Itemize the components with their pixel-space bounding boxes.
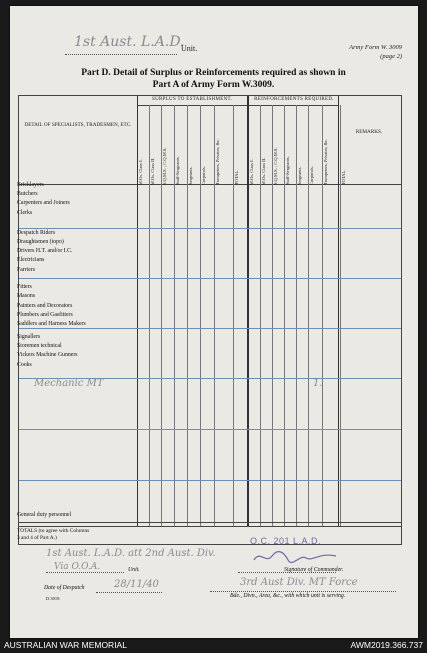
section-rule-6	[19, 480, 401, 481]
surplus-column-header: W.Os. Class I.	[138, 159, 143, 185]
footer-unit-line	[46, 572, 124, 573]
unit-dotted-line	[65, 54, 177, 55]
surplus-column-header: Corporals.	[201, 166, 206, 185]
trade-label: Saddlers and Harness Makers	[17, 321, 86, 327]
trade-label: Electricians	[17, 257, 45, 263]
formation-label: Bde., Divn., Area, &c., with which unit is serving.	[230, 593, 346, 599]
trade-label: Masons	[17, 293, 36, 299]
trade-label: Cooks	[17, 362, 32, 368]
commander-label: Signature of Commander.	[284, 567, 344, 573]
reinforcements-column-header: Corporals.	[309, 166, 314, 185]
unit-handwritten: 1st Aust. L.A.D.	[74, 34, 185, 50]
trade-label: Draughtsmen (topo)	[17, 239, 64, 245]
totals-line1: TOTALS (to agree with Columns	[17, 528, 90, 534]
handwritten-entry: Mechanic MT	[34, 378, 104, 389]
form-title	[20, 67, 407, 91]
totals-line2: 3 and 4 of Part A.)	[17, 535, 57, 541]
reinforcements-end-line	[338, 96, 339, 527]
section-rule-1	[19, 228, 401, 229]
reinforcements-header: REINFORCEMENTS REQUIRED.	[254, 97, 334, 102]
trade-label: Despatch Riders	[17, 230, 56, 236]
reinforcements-column-header: Sergeants.	[297, 166, 302, 185]
remarks-header: REMARKS.	[355, 129, 383, 135]
trade-label: Drivers H.T. and/or I.C.	[17, 248, 73, 254]
footer-unit-label: Unit.	[128, 567, 140, 573]
trade-label: Signallers	[17, 334, 41, 340]
detail-header: DETAIL OF SPECIALISTS, TRADESMEN, ETC.	[24, 122, 132, 128]
surplus-column-header: W.Os. Class II.	[150, 157, 155, 185]
totals-rule	[19, 526, 401, 527]
detail-table	[18, 95, 402, 545]
trade-label: Farriers	[17, 267, 36, 273]
formation-line	[210, 591, 396, 592]
commander-signature	[250, 548, 340, 569]
trade-label: Plumbers and Gasfitters	[17, 312, 73, 318]
despatch-line	[96, 592, 162, 593]
reinforcements-column-header: W.Os. Class II.	[261, 157, 266, 185]
surplus-column-header: Sergeants.	[188, 166, 193, 185]
trade-label: Carpenters and Joiners	[17, 200, 70, 206]
trade-label: Painters and Decorators	[17, 303, 73, 309]
section-rule-3	[19, 328, 401, 329]
formation-handwritten: 3rd Aust Div. MT Force	[240, 577, 358, 588]
trade-label: Clerks	[17, 210, 33, 216]
unit-label: Unit.	[181, 44, 198, 53]
signature-scribble	[250, 548, 340, 566]
title-line2: Part A of Army Form W.3009.	[152, 80, 275, 90]
trade-label: Storemen technical	[17, 343, 62, 349]
reinforcements-column-header: W.Os. Class I.	[249, 159, 254, 185]
surplus-column-header: Trumpeters, Privates, &c.	[215, 138, 220, 185]
commander-stamp: O.C. 201 L.A.D.	[250, 536, 322, 546]
surplus-column-header: TOTAL.	[234, 169, 239, 185]
form-ref: Army Form W. 3009	[349, 44, 402, 51]
despatch-label: Date of Despatch	[44, 585, 85, 591]
page-ref: (page 2)	[380, 53, 402, 60]
despatch-date: 28/11/40	[114, 579, 159, 590]
reinforcements-column-header: TOTAL.	[341, 169, 346, 185]
general-duty-rule	[19, 522, 401, 523]
footer-unit-handwritten: 1st Aust. L.A.D. att 2nd Aust. Div.	[46, 548, 216, 559]
trade-label: Butchers	[17, 191, 38, 197]
surplus-column-header: Staff-Sergeants.	[175, 156, 180, 185]
trade-label: Fitters	[17, 284, 32, 290]
dms-code: D.3019.	[46, 596, 61, 601]
section-rule-2	[19, 278, 401, 279]
title-line1: Part D. Detail of Surplus or Reinforcements required as shown in	[81, 68, 346, 78]
reinforcements-column-header: Trumpeters, Privates, &c.	[323, 138, 328, 185]
reinforcements-column-header: S.Q.M.S. ; C.Q.M.S.	[273, 147, 278, 185]
trade-label: Bricklayers	[17, 182, 44, 188]
form-reference	[349, 43, 402, 61]
totals-label	[17, 528, 89, 542]
trade-label: Vickers Machine Gunners	[17, 352, 78, 358]
caption-left: AUSTRALIAN WAR MEMORIAL	[4, 640, 127, 650]
caption-right: AWM2019.366.737	[350, 640, 423, 650]
surplus-column-header: S.Q.M.S. ; C.Q.M.S.	[162, 147, 167, 185]
footer-unit-handwritten2: Via O.O.A.	[54, 562, 101, 572]
handwritten-count: 1.	[313, 378, 323, 389]
general-duty-label: General duty personnel	[17, 512, 72, 518]
section-rule-5	[19, 429, 401, 430]
surplus-header: SURPLUS TO ESTABLISHMENT.	[151, 97, 233, 102]
reinforcements-column-header: Staff-Sergeants.	[285, 156, 290, 185]
